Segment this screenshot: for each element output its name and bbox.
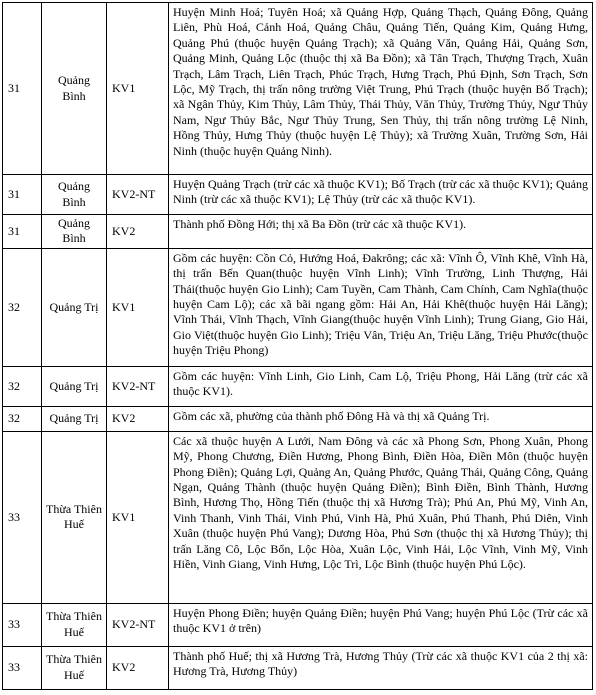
area-code: KV2 (107, 646, 169, 689)
area-code: KV2-NT (107, 175, 169, 215)
region-table (2, 2, 593, 690)
province-number: 33 (3, 603, 42, 646)
table-row (3, 366, 593, 406)
area-code: KV2-NT (107, 603, 169, 646)
province-name: Quảng Bình (42, 3, 107, 175)
area-description: Gồm các huyện: Cồn Cỏ, Hướng Hoá, Đakrông; các xã: Vĩnh Ô, Vĩnh Khê, Vĩnh Hà, thị trấn Bến Quan(thuộc huyện Vĩnh Linh); Vĩnh Trường, Linh Thượng, Hải Thái(thuộc huyện Gio Linh); Cam Tuyền, Cam Thành, Cam Chính, Cam Nghĩa(thuộc huyện Cam Lộ); các xã bãi ngang gồm: Hải An, Hải Khê(thuộc huyện Hải Lăng); Vĩnh Thái, Vĩnh Thạch, Vĩnh Giang(thuộc huyện Vĩnh Linh); Trung Giang, Gio Hải, Gio Việt(thuộc huyện Gio Linh); Triệu Vân, Triệu An, Triệu Lăng, Triệu Phước(thuộc huyện Triệu Phong) (169, 248, 593, 366)
province-name: Thừa Thiên Huế (42, 431, 107, 603)
table-row (3, 603, 593, 646)
area-description: Thành phố Đồng Hới; thị xã Ba Đồn (trừ các xã thuộc KV1). (169, 215, 593, 249)
province-number: 33 (3, 431, 42, 603)
area-code: KV1 (107, 431, 169, 603)
area-description: Huyện Minh Hoá; Tuyên Hoá; xã Quảng Hợp, Quảng Thạch, Quảng Đông, Quảng Liên, Phù Hoá, Cảnh Hoá, Quảng Châu, Quảng Tiến, Quảng Kim, Quảng Hưng, Quảng Phú (thuộc huyện Quảng Trạch); xã Quảng Văn, Quảng Hải, Quảng Sơn, Quảng Minh, Quảng Lộc (thuộc thị xã Ba Đồn); xã Tân Trạch, Thượng Trạch, Xuân Trạch, Lâm Trạch, Liên Trạch, Phúc Trạch, Hưng Trạch, Phú Định, Sơn Trạch, Sơn Lộc, Mỹ Trạch, thị trấn nông trường Việt Trung, Phú Trạch (thuộc huyện Bố Trạch); xã Ngân Thủy, Kim Thủy, Lâm Thủy, Thái Thủy, Văn Thủy, Trường Thủy, Ngư Thủy Nam, Ngư Thủy Bắc, Ngư Thủy Trung, Sen Thủy, thị trấn nông trường Lệ Ninh, Hồng Thủy, Hưng Thủy (thuộc huyện Lệ Thủy); xã Trường Xuân, Trường Sơn, Hải Ninh (thuộc huyện Quảng Ninh). (169, 3, 593, 175)
table-row (3, 175, 593, 215)
province-name: Thừa Thiên Huế (42, 603, 107, 646)
area-code: KV2 (107, 406, 169, 431)
area-description: Huyện Quảng Trạch (trừ các xã thuộc KV1); Bố Trạch (trừ các xã thuộc KV1); Quảng Ninh (trừ các xã thuộc KV1); Lệ Thủy (trừ các xã thuộc KV1). (169, 175, 593, 215)
area-code: KV2 (107, 215, 169, 249)
table-row (3, 406, 593, 431)
province-number: 33 (3, 646, 42, 689)
province-number: 31 (3, 175, 42, 215)
province-number: 31 (3, 215, 42, 249)
area-code: KV2-NT (107, 366, 169, 406)
area-description: Gồm các xã, phường của thành phố Đông Hà và thị xã Quảng Trị. (169, 406, 593, 431)
province-name: Thừa Thiên Huế (42, 646, 107, 689)
table-row (3, 3, 593, 175)
province-name: Quảng Bình (42, 175, 107, 215)
table-row (3, 248, 593, 366)
province-number: 32 (3, 406, 42, 431)
province-name: Quảng Trị (42, 406, 107, 431)
table-row (3, 431, 593, 603)
table-row (3, 646, 593, 689)
province-name: Quảng Trị (42, 366, 107, 406)
area-description: Gồm các huyện: Vĩnh Linh, Gio Linh, Cam Lộ, Triệu Phong, Hải Lăng (trừ các xã thuộc KV1). (169, 366, 593, 406)
province-number: 32 (3, 366, 42, 406)
area-description: Huyện Phong Điền; huyện Quảng Điền; huyện Phú Vang; huyện Phú Lộc (Trừ các xã thuộc KV1 ở trên) (169, 603, 593, 646)
area-description: Thành phố Huế; thị xã Hương Trà, Hương Thủy (Trừ các xã thuộc KV1 của 2 thị xã: Hương Trà, Hương Thủy) (169, 646, 593, 689)
province-number: 32 (3, 248, 42, 366)
province-number: 31 (3, 3, 42, 175)
area-code: KV1 (107, 248, 169, 366)
area-description: Các xã thuộc huyện A Lưới, Nam Đông và các xã Phong Sơn, Phong Xuân, Phong Mỹ, Phong Chương, Điền Hương, Phong Bình, Điền Hòa, Điền Môn (thuộc huyện Phong Điền); Quảng Lợi, Quảng An, Quảng Phước, Quảng Thái, Quảng Công, Quảng Ngạn, Quảng Thành (thuộc huyện Quảng Điền); Bình Điền, Bình Thành, Hương Bình, Hương Thọ, Hồng Tiến (thuộc thị xã Hương Trà); Phú An, Phú Mỹ, Vinh An, Vinh Thanh, Vinh Thái, Vinh Phú, Vinh Hà, Phú Xuân, Phú Thanh, Phú Diên, Vinh Xuân (thuộc huyện Phú Vang); Dương Hòa, Phú Sơn (thuộc thị xã Hương Thủy); thị trấn Lăng Cô, Lộc Bổn, Lộc Hòa, Xuân Lộc, Vinh Hải, Lộc Vĩnh, Vinh Mỹ, Vinh Hiền, Vinh Giang, Vinh Hưng, Lộc Trì, Lộc Bình (thuộc huyện Phú Lộc). (169, 431, 593, 603)
area-code: KV1 (107, 3, 169, 175)
province-name: Quảng Bình (42, 215, 107, 249)
table-row (3, 215, 593, 249)
province-name: Quảng Trị (42, 248, 107, 366)
